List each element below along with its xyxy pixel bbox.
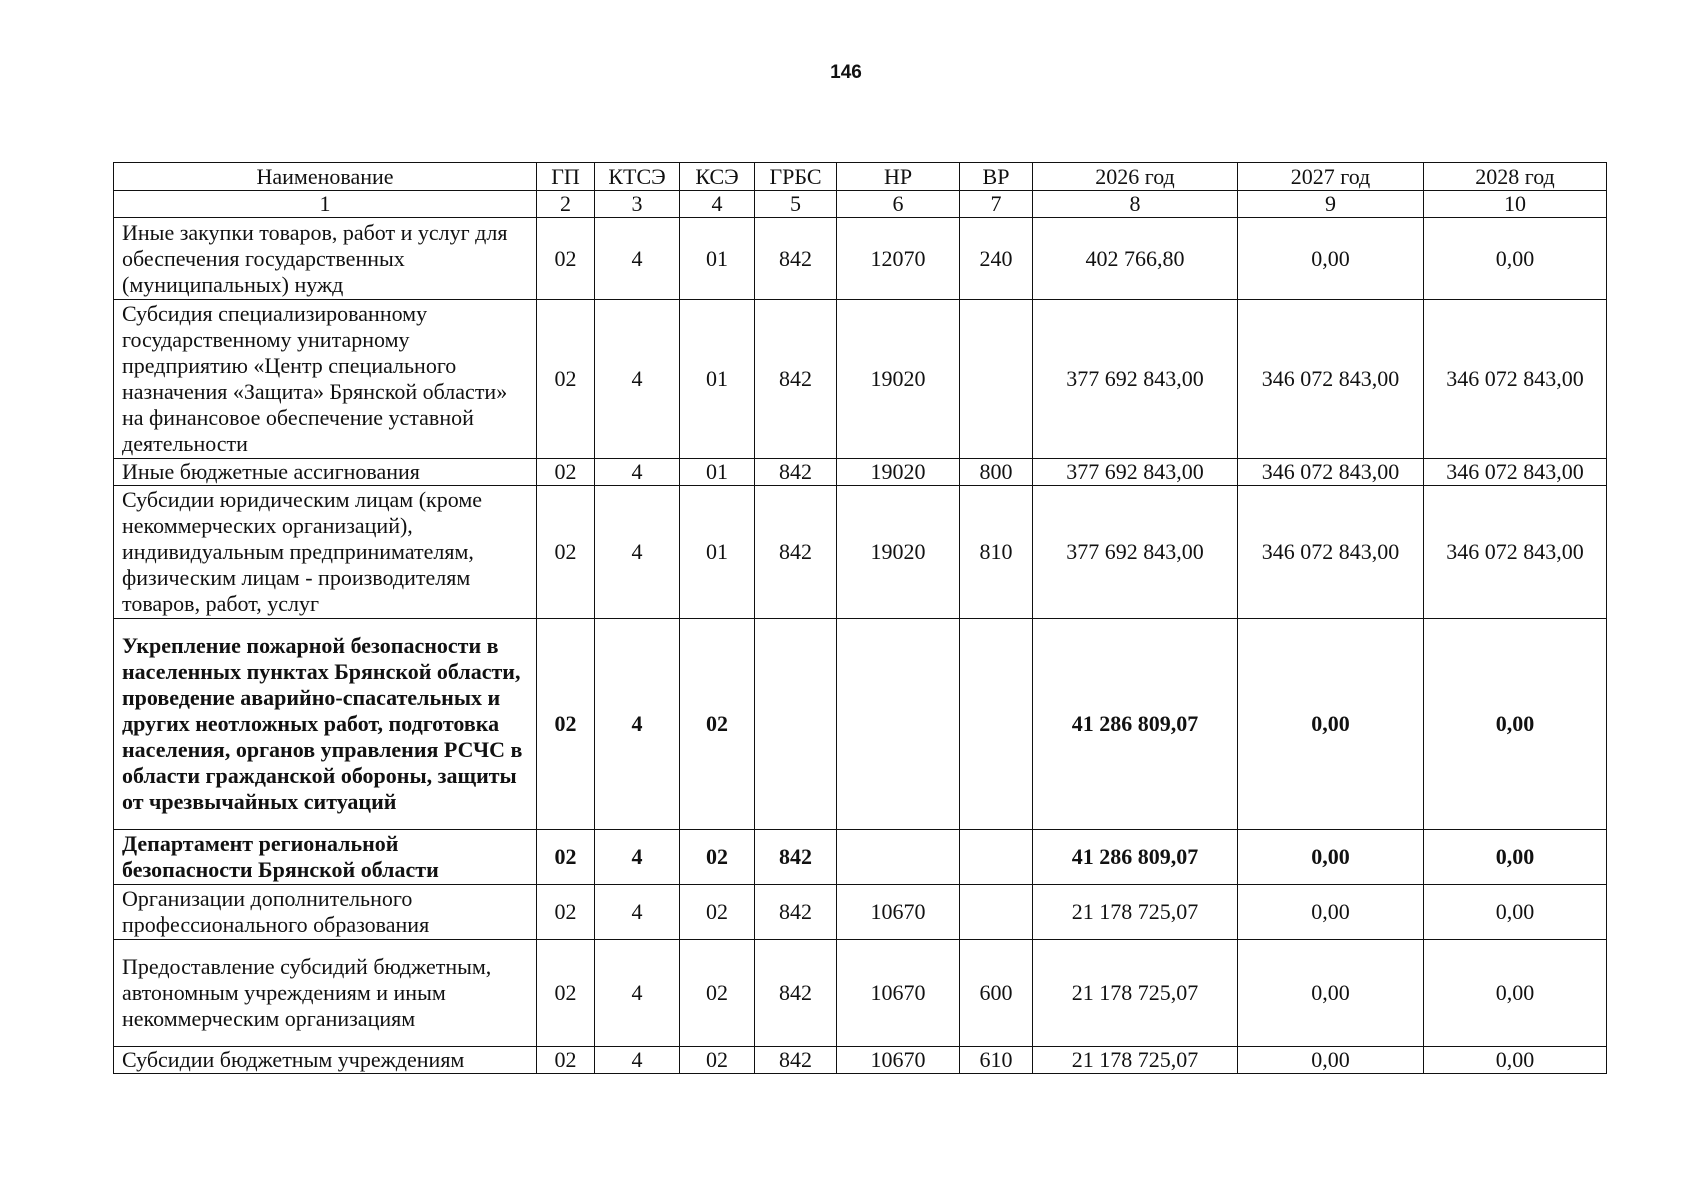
table-row	[114, 940, 1607, 1047]
cell-nr: 19020	[837, 459, 960, 486]
cell-grbs	[755, 619, 837, 830]
cell-2026: 402 766,80	[1033, 218, 1238, 300]
cell-nr: 12070	[837, 218, 960, 300]
header-kse: КСЭ	[680, 163, 755, 191]
cell-kse: 02	[680, 830, 755, 885]
cell-vr	[960, 619, 1033, 830]
cell-nr: 10670	[837, 885, 960, 940]
cell-nr: 19020	[837, 300, 960, 459]
cell-ktse: 4	[595, 940, 680, 1047]
row-name: Субсидии бюджетным учреждениям	[114, 1047, 537, 1074]
cell-2028: 0,00	[1424, 218, 1607, 300]
table-row	[114, 300, 1607, 459]
table-row	[114, 486, 1607, 619]
cell-kse: 02	[680, 940, 755, 1047]
cell-grbs: 842	[755, 459, 837, 486]
table-row	[114, 619, 1607, 830]
cell-vr: 240	[960, 218, 1033, 300]
row-name: Укрепление пожарной безопасности в населенных пунктах Брянской области, проведение аварийно-спасательных и других неотложных работ, подготовка населения, органов управления РСЧС в области гражданской обороны, защиты от чрезвычайных ситуаций	[114, 619, 537, 830]
column-number: 2	[537, 191, 595, 218]
cell-gp: 02	[537, 830, 595, 885]
cell-2027: 0,00	[1238, 830, 1424, 885]
cell-ktse: 4	[595, 619, 680, 830]
cell-nr: 19020	[837, 486, 960, 619]
cell-gp: 02	[537, 486, 595, 619]
cell-2026: 41 286 809,07	[1033, 830, 1238, 885]
cell-2026: 377 692 843,00	[1033, 459, 1238, 486]
column-number: 5	[755, 191, 837, 218]
cell-nr: 10670	[837, 1047, 960, 1074]
cell-2026: 21 178 725,07	[1033, 1047, 1238, 1074]
cell-2026: 21 178 725,07	[1033, 885, 1238, 940]
cell-kse: 02	[680, 885, 755, 940]
cell-ktse: 4	[595, 459, 680, 486]
cell-ktse: 4	[595, 486, 680, 619]
header-2026: 2026 год	[1033, 163, 1238, 191]
cell-nr	[837, 619, 960, 830]
row-name: Иные закупки товаров, работ и услуг для обеспечения государственных (муниципальных) нужд	[114, 218, 537, 300]
cell-ktse: 4	[595, 830, 680, 885]
cell-2027: 0,00	[1238, 1047, 1424, 1074]
column-number: 9	[1238, 191, 1424, 218]
cell-vr: 800	[960, 459, 1033, 486]
cell-2028: 0,00	[1424, 619, 1607, 830]
cell-gp: 02	[537, 459, 595, 486]
cell-kse: 01	[680, 300, 755, 459]
table-row	[114, 830, 1607, 885]
cell-2027: 0,00	[1238, 885, 1424, 940]
header-grbs: ГРБС	[755, 163, 837, 191]
cell-grbs: 842	[755, 1047, 837, 1074]
column-number: 6	[837, 191, 960, 218]
row-name: Субсидии юридическим лицам (кроме некоммерческих организаций), индивидуальным предпринимателям, физическим лицам - производителям товаров, работ, услуг	[114, 486, 537, 619]
cell-2027: 0,00	[1238, 619, 1424, 830]
column-number: 4	[680, 191, 755, 218]
cell-nr: 10670	[837, 940, 960, 1047]
cell-2028: 346 072 843,00	[1424, 486, 1607, 619]
cell-gp: 02	[537, 619, 595, 830]
cell-gp: 02	[537, 300, 595, 459]
header-gp: ГП	[537, 163, 595, 191]
cell-2028: 0,00	[1424, 1047, 1607, 1074]
cell-2026: 41 286 809,07	[1033, 619, 1238, 830]
column-number: 7	[960, 191, 1033, 218]
column-number: 3	[595, 191, 680, 218]
header-ktse: КТСЭ	[595, 163, 680, 191]
cell-2028: 0,00	[1424, 940, 1607, 1047]
cell-vr	[960, 885, 1033, 940]
cell-grbs: 842	[755, 830, 837, 885]
cell-kse: 01	[680, 486, 755, 619]
row-name: Департамент региональной безопасности Брянской области	[114, 830, 537, 885]
table-row	[114, 885, 1607, 940]
column-number: 1	[114, 191, 537, 218]
cell-kse: 01	[680, 459, 755, 486]
cell-vr: 810	[960, 486, 1033, 619]
cell-vr: 610	[960, 1047, 1033, 1074]
cell-2027: 0,00	[1238, 940, 1424, 1047]
cell-vr: 600	[960, 940, 1033, 1047]
header-2028: 2028 год	[1424, 163, 1607, 191]
cell-gp: 02	[537, 940, 595, 1047]
cell-kse: 02	[680, 1047, 755, 1074]
cell-gp: 02	[537, 218, 595, 300]
budget-table	[113, 162, 1607, 1074]
cell-gp: 02	[537, 885, 595, 940]
cell-2026: 377 692 843,00	[1033, 300, 1238, 459]
cell-grbs: 842	[755, 940, 837, 1047]
cell-grbs: 842	[755, 300, 837, 459]
cell-2028: 346 072 843,00	[1424, 459, 1607, 486]
cell-2028: 0,00	[1424, 830, 1607, 885]
cell-2028: 346 072 843,00	[1424, 300, 1607, 459]
table-row	[114, 459, 1607, 486]
cell-ktse: 4	[595, 300, 680, 459]
table-row	[114, 218, 1607, 300]
cell-2027: 346 072 843,00	[1238, 486, 1424, 619]
cell-gp: 02	[537, 1047, 595, 1074]
row-name: Иные бюджетные ассигнования	[114, 459, 537, 486]
cell-2026: 21 178 725,07	[1033, 940, 1238, 1047]
cell-grbs: 842	[755, 885, 837, 940]
cell-ktse: 4	[595, 885, 680, 940]
row-name: Предоставление субсидий бюджетным, автономным учреждениям и иным некоммерческим организациям	[114, 940, 537, 1047]
header-2027: 2027 год	[1238, 163, 1424, 191]
cell-kse: 02	[680, 619, 755, 830]
page-number: 146	[830, 62, 862, 83]
cell-kse: 01	[680, 218, 755, 300]
table-row	[114, 1047, 1607, 1074]
cell-grbs: 842	[755, 486, 837, 619]
cell-2027: 0,00	[1238, 218, 1424, 300]
row-name: Субсидия специализированному государственному унитарному предприятию «Центр специального назначения «Защита» Брянской области» на финансовое обеспечение уставной деятельности	[114, 300, 537, 459]
cell-vr	[960, 300, 1033, 459]
header-name: Наименование	[114, 163, 537, 191]
cell-grbs: 842	[755, 218, 837, 300]
row-name: Организации дополнительного профессионального образования	[114, 885, 537, 940]
cell-2027: 346 072 843,00	[1238, 459, 1424, 486]
cell-ktse: 4	[595, 218, 680, 300]
cell-vr	[960, 830, 1033, 885]
column-number: 10	[1424, 191, 1607, 218]
header-vr: ВР	[960, 163, 1033, 191]
cell-nr	[837, 830, 960, 885]
header-nr: НР	[837, 163, 960, 191]
column-number: 8	[1033, 191, 1238, 218]
cell-2026: 377 692 843,00	[1033, 486, 1238, 619]
cell-ktse: 4	[595, 1047, 680, 1074]
cell-2028: 0,00	[1424, 885, 1607, 940]
cell-2027: 346 072 843,00	[1238, 300, 1424, 459]
header-row	[114, 163, 1607, 191]
column-number-row	[114, 191, 1607, 218]
